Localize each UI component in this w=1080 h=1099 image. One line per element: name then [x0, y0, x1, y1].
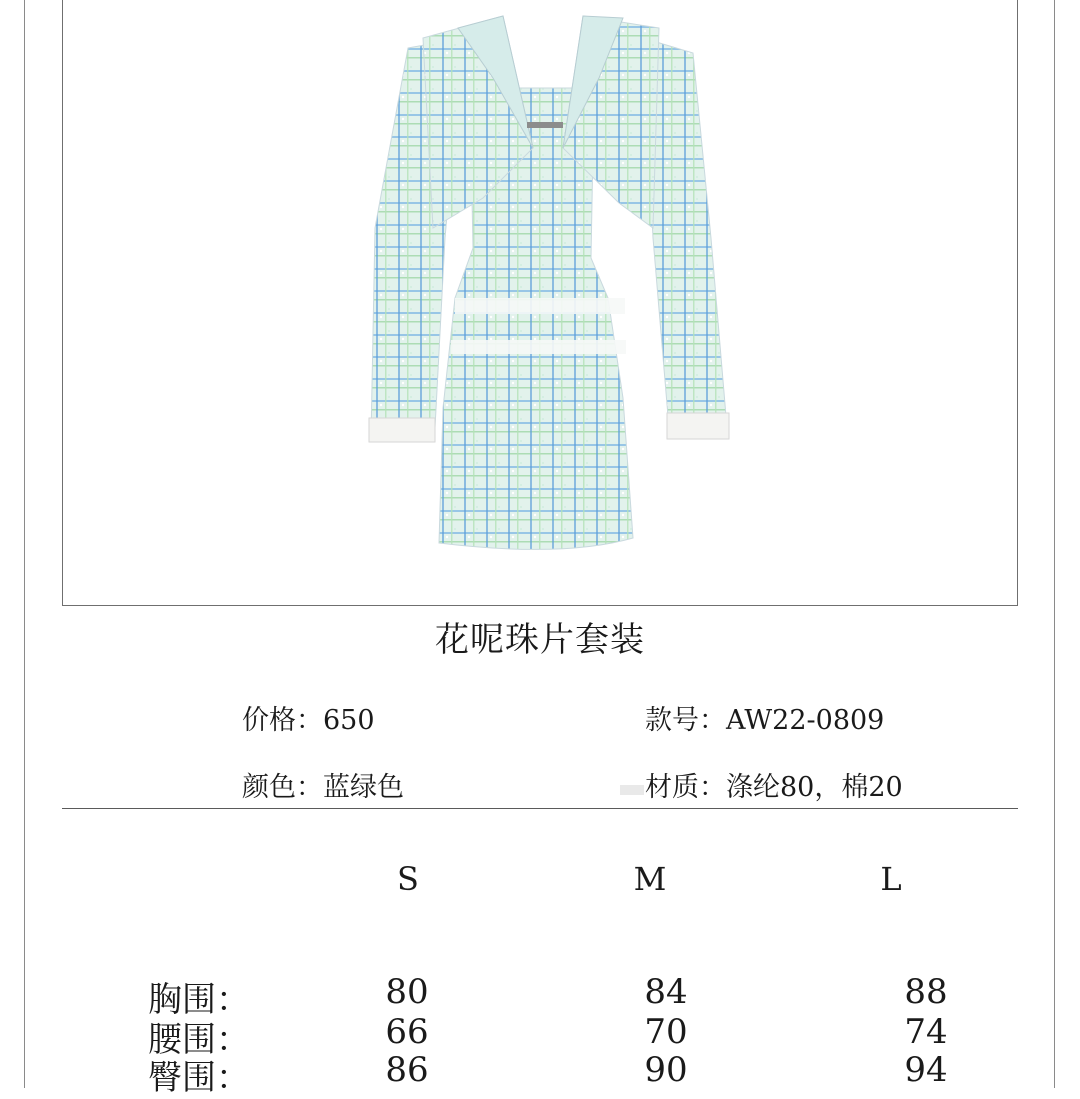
- material-label: 材质：: [645, 772, 726, 803]
- style-number-label: 款号：: [645, 705, 726, 736]
- price-field: [242, 698, 375, 737]
- material-field: [645, 765, 903, 804]
- size-header-s: S: [397, 860, 419, 898]
- style-number-field: [645, 698, 884, 737]
- waist-m: 70: [644, 1012, 688, 1052]
- waist-s: 66: [385, 1012, 429, 1052]
- bust-m: 84: [644, 972, 688, 1012]
- size-header-m: M: [633, 860, 667, 898]
- bust-s: 80: [385, 972, 429, 1012]
- waist-l: 74: [904, 1012, 948, 1052]
- color-value: 蓝绿色: [323, 772, 404, 803]
- material-value: 涤纶80，棉20: [726, 772, 903, 803]
- price-value: 650: [323, 705, 375, 736]
- bust-label: 胸围：: [148, 980, 250, 1020]
- product-photo: [62, 0, 1018, 606]
- size-header-l: L: [880, 860, 902, 898]
- hip-m: 90: [644, 1050, 688, 1090]
- product-title: 花呢珠片套装: [435, 620, 645, 660]
- tweed-suit-illustration: [63, 0, 1018, 606]
- scan-smudge: [620, 785, 644, 795]
- color-label: 颜色：: [242, 772, 323, 803]
- waist-label: 腰围：: [148, 1020, 250, 1060]
- hip-l: 94: [904, 1050, 948, 1090]
- bust-l: 88: [904, 972, 948, 1012]
- divider-line: [62, 808, 1018, 809]
- color-field: [242, 765, 404, 804]
- hip-s: 86: [385, 1050, 429, 1090]
- hip-label: 臀围：: [148, 1058, 250, 1098]
- style-number-value: AW22-0809: [726, 705, 885, 736]
- price-label: 价格：: [242, 705, 323, 736]
